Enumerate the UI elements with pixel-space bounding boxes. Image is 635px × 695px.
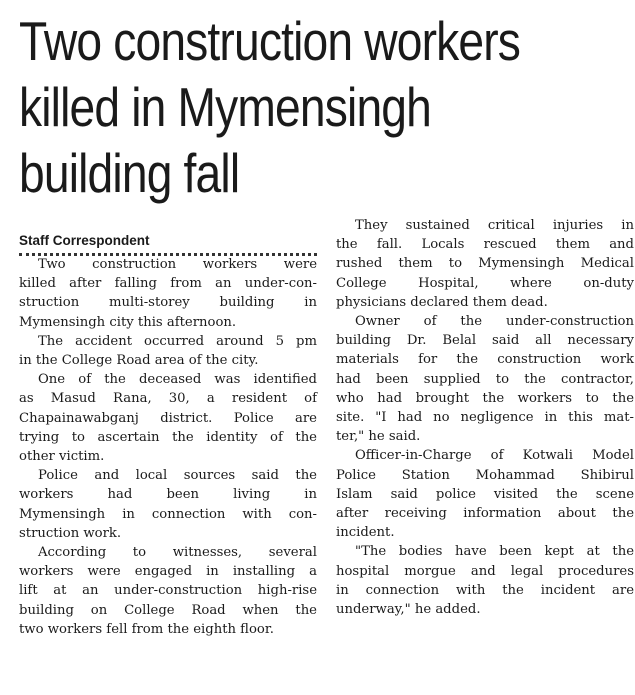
text-line: "The bodies have been kept at the [355, 544, 634, 560]
text-line: workers had been living in [19, 487, 317, 503]
paragraph [336, 312, 634, 446]
text-line: hospital morgue and legal procedures [336, 563, 634, 579]
text-line: had been supplied to the contractor, [336, 371, 634, 387]
text-line: Mymensingh in connection with con- [19, 506, 317, 522]
text-line: Chapainawabganj district. Police are [19, 410, 317, 426]
text-line: rushed them to Mymensingh Medical [336, 256, 634, 272]
paragraph [19, 332, 317, 370]
text-line: two workers fell from the eighth floor. [19, 621, 274, 637]
text-line: Owner of the under-construction [355, 314, 634, 330]
text-line: The accident occurred around 5 pm [38, 333, 317, 349]
text-line: underway," he added. [336, 602, 481, 618]
paragraph [19, 255, 317, 332]
text-line: Police Station Mohammad Shibirul [336, 467, 634, 483]
text-line: struction work. [19, 525, 122, 541]
paragraph [19, 466, 317, 543]
paragraph [336, 446, 634, 542]
text-line: the fall. Locals rescued them and [336, 237, 634, 253]
text-line: killed after falling from an under-con- [19, 276, 317, 292]
text-line: building on College Road when the [19, 602, 317, 618]
text-line: They sustained critical injuries in [355, 218, 634, 233]
text-line: workers were engaged in installing a [19, 564, 317, 580]
text-line: physicians declared them dead. [336, 294, 548, 310]
text-line: materials for the construction work [336, 352, 634, 368]
text-line: Police and local sources said the [38, 468, 317, 484]
paragraph [336, 216, 634, 312]
text-line: Mymensingh city this afternoon. [19, 314, 237, 330]
text-line: in connection with the incident are [336, 582, 634, 598]
right-column [336, 216, 634, 619]
text-line: College Hospital, where on-duty [336, 275, 634, 291]
text-line: Two construction workers were [38, 257, 317, 272]
text-line: incident. [336, 525, 395, 541]
text-line: who had brought the workers to the [336, 390, 634, 406]
text-line: other victim. [19, 449, 105, 465]
text-line: in the College Road area of the city. [19, 353, 259, 369]
text-line: trying to ascertain the identity of the [19, 429, 317, 445]
text-line: Islam said police visited the scene [336, 486, 634, 502]
text-line: building Dr. Belal said all necessary [336, 333, 634, 349]
paragraph [19, 370, 317, 466]
left-column [19, 255, 317, 639]
text-line: According to witnesses, several [38, 545, 317, 561]
paragraph [336, 542, 634, 619]
text-line: struction multi-storey building in [19, 295, 317, 311]
text-line: ter," he said. [336, 429, 421, 445]
byline: Staff Correspondent [19, 232, 317, 256]
headline-line: killed in Mymensingh [19, 76, 432, 138]
text-line: Officer-in-Charge of Kotwali Model [355, 448, 634, 464]
headline [19, 8, 533, 206]
headline-line: Two construction workers [19, 10, 521, 72]
text-line: as Masud Rana, 30, a resident of [19, 391, 317, 407]
text-line: site. "I had no negligence in this mat- [336, 410, 634, 426]
headline-line: building fall [19, 142, 240, 204]
text-line: after receiving information about the [336, 506, 634, 522]
text-line: lift at an under-construction high-rise [19, 583, 317, 599]
text-line: One of the deceased was identified [38, 372, 317, 388]
paragraph [19, 543, 317, 639]
